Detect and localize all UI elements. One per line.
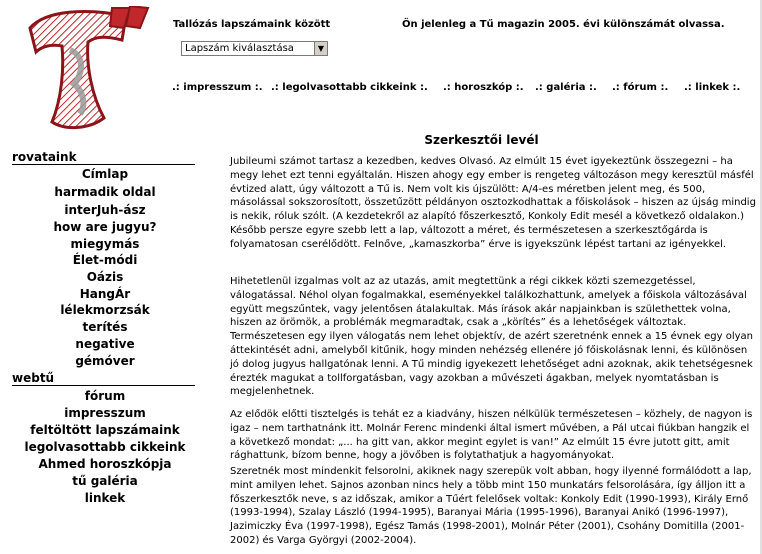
sidebar-item-how-are-jugyu[interactable]: how are jugyu? bbox=[53, 220, 157, 234]
issue-select-value: Lapszám kiválasztása bbox=[185, 43, 294, 54]
dropdown-arrow-icon[interactable]: ▼ bbox=[314, 42, 327, 55]
article-paragraph-2: Hihetetlenül izgalmas volt az az utazás, amit megtettünk a régi cikkek közti szemezgetéssel, válogatással. Néhol olyan fogalmakkal, eseményekkel találkozhattunk, amelyek a főiskola változásával együtt megszűntek, vagy jelentősen átalakultak. Más írások akár napjainkban is születhettek volna, hiszen az örömök, a problémák megmaradtak, csak a „körítés” és a lehetőségek változtak. Természetesen egy ilyen válogatás nem lehet objektív, de azért szeretnénk ennek a 15 évnek egy olyan áttekintését adni, amelyből kitűnik, hogy minden nehézség ellenére jó főiskolásnak lenni, és különösen jó dolog jugyus hallgatónak lenni. A Tű mindig igyekezett lehetőséget adni azoknak, akik tehetségesnek érezték magukat a tollforgatásban, vagy azokban a művészeti ágakban, melyek nyomtatásban is megjelenhetnek. bbox=[230, 276, 754, 398]
nav-galeria[interactable]: .: galéria :. bbox=[535, 82, 597, 93]
tu-logo[interactable] bbox=[26, 6, 150, 132]
article-paragraph-1: Jubileumi számot tartasz a kezedben, kedves Olvasó. Az elmúlt 15 évet igyekeztünk összegezni – ha megy lehet ezt tenni egyáltalán. Hiszen ahogy egy ember is rengeteg változáson megy keresztül másfél évtized alatt, úgy változott a Tű is. Nem volt kis újszülött: A/4-es méretben jelent meg, és 500, másolással sokszorosított, összetűzött példányon osztozkodhattak a főiskolások – hiszen az újság mindig is nekik, róluk szólt. (A kezdetekről az alapító főszerkesztő, Konkoly Edit mesél a következő oldalakon.) Később persze egyre szebb lett a lap, változott a méret, és természetesen a szerkesztőgárda is folyamatosan cserélődött. Felnőve, „kamaszkorba” érve is igyekszünk lépést tartani az igényekkel. bbox=[230, 156, 756, 250]
sidebar-item-negative[interactable]: negative bbox=[75, 337, 135, 351]
nav-forum[interactable]: .: fórum :. bbox=[612, 82, 669, 93]
sidebar-item-tu-galeria[interactable]: tű galéria bbox=[72, 474, 138, 488]
article-paragraph-4: Szeretnék most mindenkit felsorolni, akiknek nagy szerepük volt abban, hogy ilyenné formálódott a lap, mint amilyen lehet. Sajnos azonban nincs hely a több mint 150 munkatárs felsorolására, így álljon itt a főszerkesztők neve, s az időszak, amikor a Tűért felelősek voltak: Konkoly Edit (1990-1993), Király Ernő (1993-1994), Szalay László (1994-1995), Baranyai Mária (1995-1996), Baranyai Anikó (1996-1997), Jazimiczky Éva (1997-1998), Egész Tamás (1998-2001), Molnár Péter (2001), Csohány Domitilla (2001-2002) és Varga Györgyi (2002-2004). bbox=[230, 466, 752, 546]
issue-select[interactable] bbox=[181, 41, 328, 56]
browse-issues-label: Tallózás lapszámaink között bbox=[173, 19, 331, 30]
sidebar-title-webtu: webtű bbox=[12, 372, 195, 386]
sidebar-item-legolvasottabb-cikkeink[interactable]: legolvasottabb cikkeink bbox=[24, 440, 186, 454]
article-paragraph-3: Az elődök előtti tisztelgés is tehát ez a kiadvány, hiszen nélkülük természetesen – közhely, de nagyon is igaz – nem tarthatnánk itt. Molnár Ferenc mindenki által ismert művében, a Pál utcai fiúkban hangzik el a következő mondat: „... ha gitt van, akkor megint egylet is van!” Az elmúlt 15 évre jutott gitt, amit rághattunk, bízom benne, hogy a jövőben is folytathatjuk a hagyományokat. bbox=[230, 409, 753, 462]
sidebar-item-interjuh-asz[interactable]: interJuh-ász bbox=[64, 203, 146, 217]
sidebar-item-miegymas[interactable]: miegymás bbox=[70, 237, 140, 251]
nav-linkek[interactable]: .: linkek :. bbox=[684, 82, 741, 93]
sidebar-item-hangar[interactable]: HangÁr bbox=[79, 287, 131, 301]
sidebar-title-rovataink: rovataink bbox=[12, 151, 195, 165]
nav-impresszum[interactable]: .: impresszum :. bbox=[172, 82, 263, 93]
article-title: Szerkesztői levél bbox=[424, 133, 539, 147]
sidebar-item-forum[interactable]: fórum bbox=[84, 389, 126, 403]
sidebar-item-elet-modi[interactable]: Élet-módi bbox=[72, 253, 138, 267]
sidebar-item-ahmed-horoszkopja[interactable]: Ahmed horoszkópja bbox=[38, 457, 172, 471]
current-issue-note: Ön jelenleg a Tű magazin 2005. évi különszámát olvassa. bbox=[402, 19, 725, 30]
sidebar-item-impresszum[interactable]: impresszum bbox=[64, 406, 146, 420]
sidebar-item-feltoltott-lapszamaink[interactable]: feltöltött lapszámaink bbox=[30, 423, 180, 437]
sidebar-item-terites[interactable]: terítés bbox=[82, 320, 128, 334]
sidebar-item-linkek[interactable]: linkek bbox=[84, 491, 126, 505]
sidebar-item-oazis[interactable]: Oázis bbox=[86, 270, 124, 284]
sidebar-item-lelekmorzsak[interactable]: lélekmorzsák bbox=[60, 303, 150, 317]
sidebar-item-cimlap[interactable]: Címlap bbox=[81, 167, 129, 181]
nav-horoszkop[interactable]: .: horoszkóp :. bbox=[443, 82, 524, 93]
nav-legolvasottabb[interactable]: .: legolvasottabb cikkeink :. bbox=[271, 82, 428, 93]
sidebar-item-gemover[interactable]: gémóver bbox=[75, 354, 135, 368]
sidebar-item-harmadik-oldal[interactable]: harmadik oldal bbox=[54, 185, 156, 199]
